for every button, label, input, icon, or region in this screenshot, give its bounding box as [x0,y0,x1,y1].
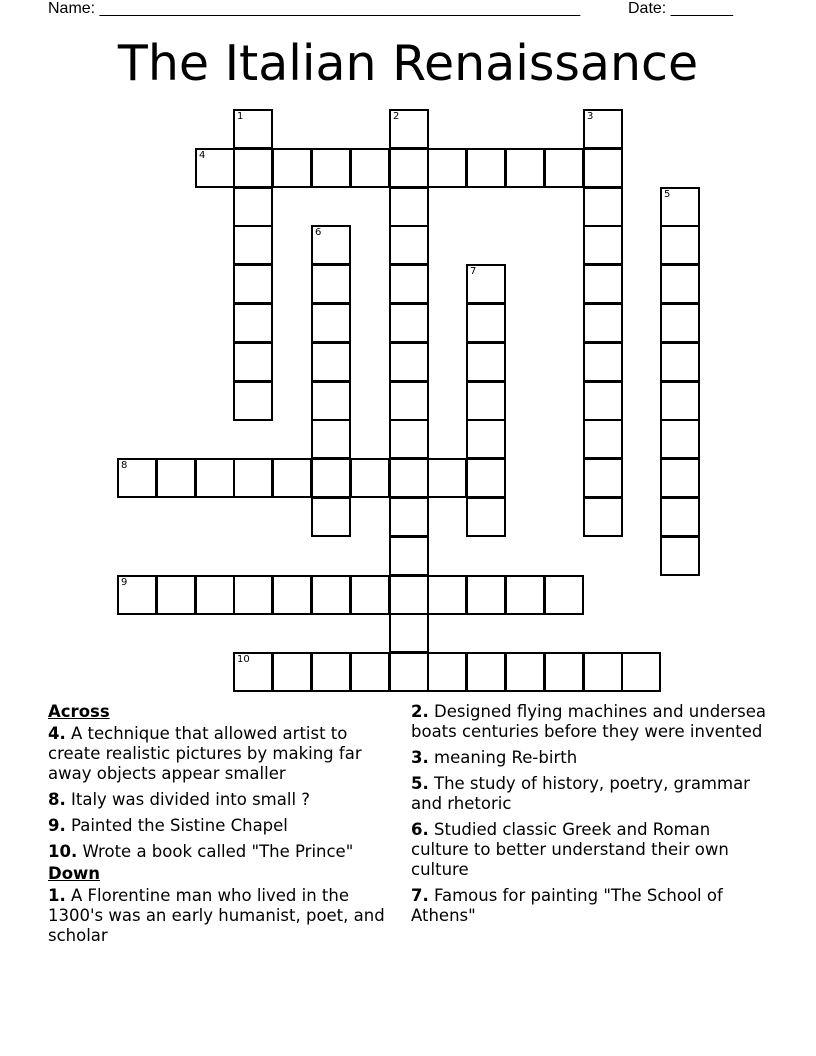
crossword-cell[interactable] [466,342,506,382]
across-heading: Across [48,702,110,721]
clue-down-1 [48,886,404,946]
crossword-cell[interactable] [583,109,623,149]
clue-number: 3. [411,748,429,767]
crossword-cell[interactable] [389,613,429,653]
crossword-cell[interactable] [427,575,467,615]
crossword-cell[interactable] [389,187,429,227]
name-field-label: Name: ______________________________________________________ [48,0,581,17]
crossword-cell[interactable] [583,303,623,343]
clue-text: Famous for painting "The School of Athens" [411,886,723,925]
clue-text: Designed flying machines and undersea boats centuries before they were invented [411,702,766,741]
crossword-cell[interactable] [466,264,506,304]
crossword-cell[interactable] [389,536,429,576]
crossword-cell[interactable] [350,652,390,692]
crossword-cell[interactable] [389,419,429,459]
clue-number: 6. [411,820,429,839]
clue-number: 8. [48,790,66,809]
clue-text: Italy was divided into small ? [71,790,311,809]
crossword-cell[interactable] [311,148,351,188]
crossword-cell[interactable] [583,497,623,537]
clue-number-label: 6 [315,227,322,238]
crossword-cell[interactable] [583,419,623,459]
crossword-cell[interactable] [311,303,351,343]
crossword-cell[interactable] [544,652,584,692]
clues-column-right [411,702,771,932]
clue-text: Studied classic Greek and Roman culture to better understand their own culture [411,820,729,879]
crossword-cell[interactable] [466,381,506,421]
crossword-cell[interactable] [466,148,506,188]
crossword-cell[interactable] [583,148,623,188]
clue-number-label: 5 [664,189,671,200]
crossword-cell[interactable] [583,381,623,421]
crossword-cell[interactable] [156,458,196,498]
crossword-cell[interactable] [233,381,273,421]
crossword-cell[interactable] [427,148,467,188]
crossword-cell[interactable] [660,536,700,576]
crossword-cell[interactable] [544,575,584,615]
crossword-cell[interactable] [311,264,351,304]
crossword-cell[interactable] [195,458,235,498]
page-title: The Italian Renaissance [117,35,699,92]
crossword-cell[interactable] [583,342,623,382]
clue-number-label: 9 [121,577,128,588]
crossword-cell[interactable] [311,575,351,615]
crossword-cell[interactable] [466,652,506,692]
crossword-cell[interactable] [389,381,429,421]
clue-across-10 [48,842,404,862]
crossword-cell[interactable] [272,458,312,498]
crossword-cell[interactable] [660,225,700,265]
clue-number: 9. [48,816,66,835]
crossword-cell[interactable] [311,419,351,459]
crossword-cell[interactable] [466,458,506,498]
clue-across-4 [48,724,404,784]
crossword-cell[interactable] [583,652,623,692]
crossword-cell[interactable] [117,458,157,498]
crossword-cell[interactable] [389,497,429,537]
crossword-cell[interactable] [389,109,429,149]
clue-across-8 [48,790,404,810]
crossword-cell[interactable] [583,225,623,265]
clue-number-label: 8 [121,460,128,471]
clue-text: Painted the Sistine Chapel [71,816,288,835]
crossword-cell[interactable] [272,652,312,692]
crossword-cell[interactable] [660,303,700,343]
crossword-cell[interactable] [233,109,273,149]
crossword-cell[interactable] [660,458,700,498]
crossword-cell[interactable] [117,575,157,615]
clue-number: 10. [48,842,78,861]
crossword-cell[interactable] [427,458,467,498]
crossword-cell[interactable] [195,148,235,188]
clue-text: meaning Re-birth [434,748,578,767]
clue-down-6 [411,820,771,880]
crossword-cell[interactable] [272,148,312,188]
clue-text: A Florentine man who lived in the 1300's was an early humanist, poet, and scholar [48,886,385,945]
crossword-cell[interactable] [389,342,429,382]
crossword-cell[interactable] [233,187,273,227]
crossword-cell[interactable] [583,458,623,498]
crossword-cell[interactable] [466,497,506,537]
clue-number-label: 2 [393,111,400,122]
clue-number: 4. [48,724,66,743]
crossword-cell[interactable] [389,303,429,343]
crossword-cell[interactable] [311,497,351,537]
crossword-cell[interactable] [389,148,429,188]
clue-text: Wrote a book called "The Prince" [82,842,354,861]
crossword-cell[interactable] [233,303,273,343]
crossword-cell[interactable] [233,225,273,265]
clue-down-5 [411,774,771,814]
crossword-cell[interactable] [272,575,312,615]
down-heading: Down [48,864,101,883]
crossword-cell[interactable] [389,225,429,265]
crossword-cell[interactable] [233,148,273,188]
clue-text: The study of history, poetry, grammar and rhetoric [411,774,750,813]
crossword-cell[interactable] [311,225,351,265]
crossword-cell[interactable] [466,303,506,343]
crossword-cell[interactable] [350,575,390,615]
clue-number: 1. [48,886,66,905]
crossword-cell[interactable] [583,187,623,227]
crossword-cell[interactable] [350,458,390,498]
crossword-cell[interactable] [505,148,545,188]
crossword-cell[interactable] [233,652,273,692]
clue-number: 7. [411,886,429,905]
clue-number: 5. [411,774,429,793]
crossword-cell[interactable] [233,575,273,615]
clue-number-label: 10 [237,654,250,665]
crossword-cell[interactable] [505,652,545,692]
clue-down-7 [411,886,771,926]
crossword-cell[interactable] [660,497,700,537]
crossword-cell[interactable] [660,381,700,421]
crossword-cell[interactable] [389,264,429,304]
clue-number-label: 3 [587,111,594,122]
crossword-cell[interactable] [660,342,700,382]
crossword-cell[interactable] [233,264,273,304]
crossword-cell[interactable] [311,381,351,421]
crossword-cell[interactable] [427,652,467,692]
crossword-cell[interactable] [544,148,584,188]
clue-number-label: 7 [470,266,477,277]
crossword-cell[interactable] [311,342,351,382]
crossword-cell[interactable] [505,575,545,615]
clue-number-label: 4 [199,150,206,161]
date-field-label: Date: _______ [628,0,733,17]
crossword-cell[interactable] [466,419,506,459]
crossword-cell[interactable] [660,419,700,459]
clue-down-3 [411,748,771,768]
clue-text: A technique that allowed artist to create realistic pictures by making far away objects appear smaller [48,724,362,783]
clues-column-left [48,702,404,952]
crossword-cell[interactable] [311,652,351,692]
crossword-cell[interactable] [621,652,661,692]
crossword-cell[interactable] [660,264,700,304]
crossword-cell[interactable] [389,652,429,692]
crossword-cell[interactable] [350,148,390,188]
crossword-cell[interactable] [389,458,429,498]
crossword-cell[interactable] [583,264,623,304]
crossword-cell[interactable] [660,187,700,227]
clue-down-2 [411,702,771,742]
clue-across-9 [48,816,404,836]
crossword-cell[interactable] [156,575,196,615]
crossword-cell[interactable] [311,458,351,498]
crossword-cell[interactable] [466,575,506,615]
crossword-cell[interactable] [389,575,429,615]
crossword-cell[interactable] [195,575,235,615]
clue-number-label: 1 [237,111,244,122]
clue-number: 2. [411,702,429,721]
crossword-cell[interactable] [233,342,273,382]
crossword-cell[interactable] [233,458,273,498]
